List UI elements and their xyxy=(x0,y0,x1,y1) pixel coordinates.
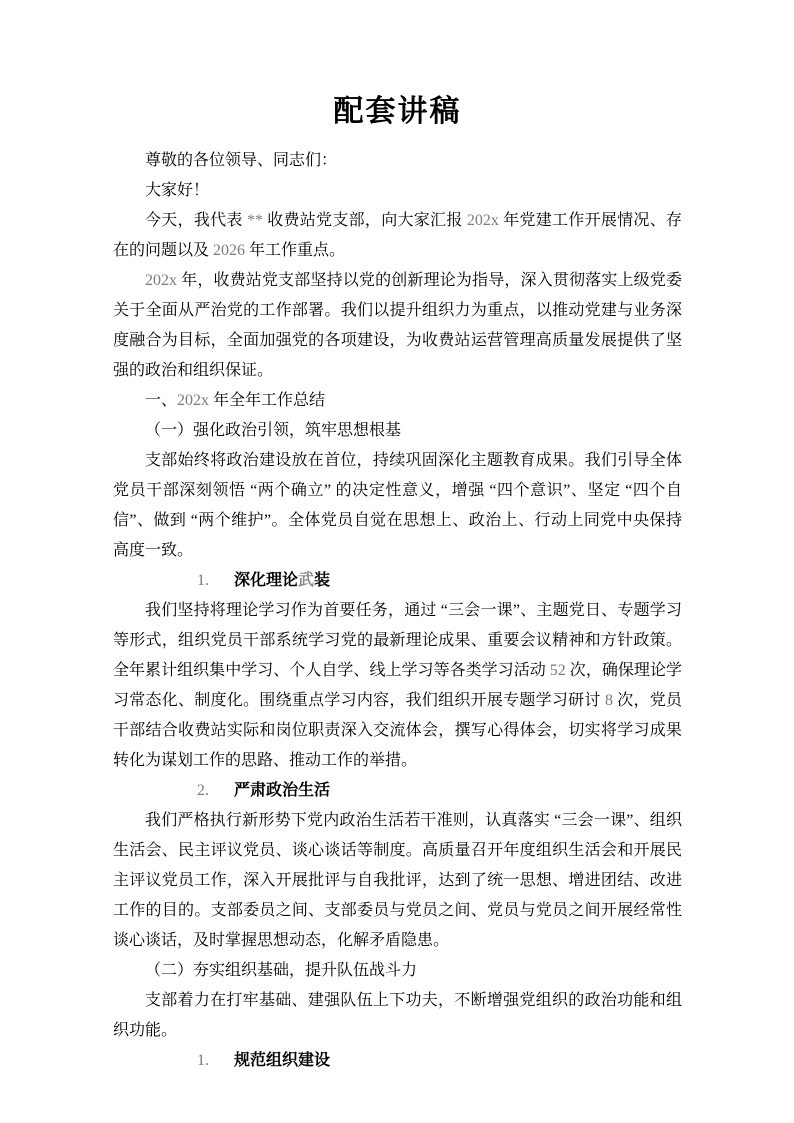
latin-text: 52 xyxy=(549,662,566,679)
latin-text: 202x xyxy=(177,392,210,409)
heading-label: 深化理论 xyxy=(234,572,299,589)
latin-text: 202x xyxy=(145,272,177,289)
heading-level-2: （一）强化政治引领，筑牢思想根基 xyxy=(145,422,402,439)
heading-number: 1. xyxy=(197,572,209,589)
document-body xyxy=(113,146,682,1076)
heading-label: 装 xyxy=(314,572,331,589)
latin-text: ** xyxy=(246,212,263,229)
latin-text: 2026 xyxy=(213,242,246,259)
heading-number: 1. xyxy=(197,1052,209,1069)
heading-level-2: （二）夯实组织基础，提升队伍战斗力 xyxy=(145,962,418,979)
greeting: 大家好！ xyxy=(145,182,210,199)
numbered-heading xyxy=(113,566,682,596)
heading-number: 2. xyxy=(197,782,209,799)
paragraph: 今天，我代表 ** 收费站党支部，向大家汇报 202x 年党建工作开展情况、存在的问题以及 2026 年工作重点。 xyxy=(113,212,682,259)
document-title: 配套讲稿 xyxy=(333,95,462,128)
heading-label: 严肃政治生活 xyxy=(234,782,331,799)
latin-text: 8 xyxy=(604,692,613,709)
paragraph: 支部着力在打牢基础、建强队伍上下功夫，不断增强党组织的政治功能和组织功能。 xyxy=(113,992,682,1039)
paragraph: 我们严格执行新形势下党内政治生活若干准则，认真落实 “三会一课”、组织生活会、民主评议党员、谈心谈话等制度。高质量召开年度组织生活会和开展民主评议党员工作，深入开展批评与自我批评，达到了统一思想、增进团结、改进工作的目的。支部委员之间、支部委员与党员之间、党员与党员之间开展经常性谈心谈话，及时掌握思想动态，化解矛盾隐患。 xyxy=(113,812,682,949)
paragraph: 支部始终将政治建设放在首位，持续巩固深化主题教育成果。我们引导全体党员干部深刻领悟 “两个确立” 的决定性意义，增强 “四个意识”、坚定 “四个自信”、做到 “两个维护”。全体党员自觉在思想上、政治上、行动上同党中央保持高度一致。 xyxy=(113,452,682,559)
numbered-heading xyxy=(113,1046,682,1076)
heading-level-1: 一、202x 年全年工作总结 xyxy=(145,392,326,409)
paragraph: 202x 年，收费站党支部坚持以党的创新理论为指导，深入贯彻落实上级党委关于全面从严治党的工作部署。我们以提升组织力为重点，以推动党建与业务深度融合为目标，全面加强党的各项建设，为收费站运营管理高质量发展提供了坚强的政治和组织保证。 xyxy=(113,272,682,379)
numbered-heading xyxy=(113,776,682,806)
heading-label: 规范组织建设 xyxy=(234,1052,331,1069)
latin-text: 202x xyxy=(466,212,499,229)
heading-label: 武 xyxy=(298,572,315,589)
document-content xyxy=(113,90,682,1076)
salutation: 尊敬的各位领导、同志们： xyxy=(145,152,338,169)
paragraph: 我们坚持将理论学习作为首要任务，通过 “三会一课”、主题党日、专题学习等形式，组织党员干部系统学习党的最新理论成果、重要会议精神和方针政策。全年累计组织集中学习、个人自学、线上学习等各类学习活动 52 次，确保理论学习常态化、制度化。围绕重点学习内容，我们组织开展专题学习研讨 8 次，党员干部结合收费站实际和岗位职责深入交流体会，撰写心得体会，切实将学习成果转化为谋划工作的思路、推动工作的举措。 xyxy=(113,602,682,769)
